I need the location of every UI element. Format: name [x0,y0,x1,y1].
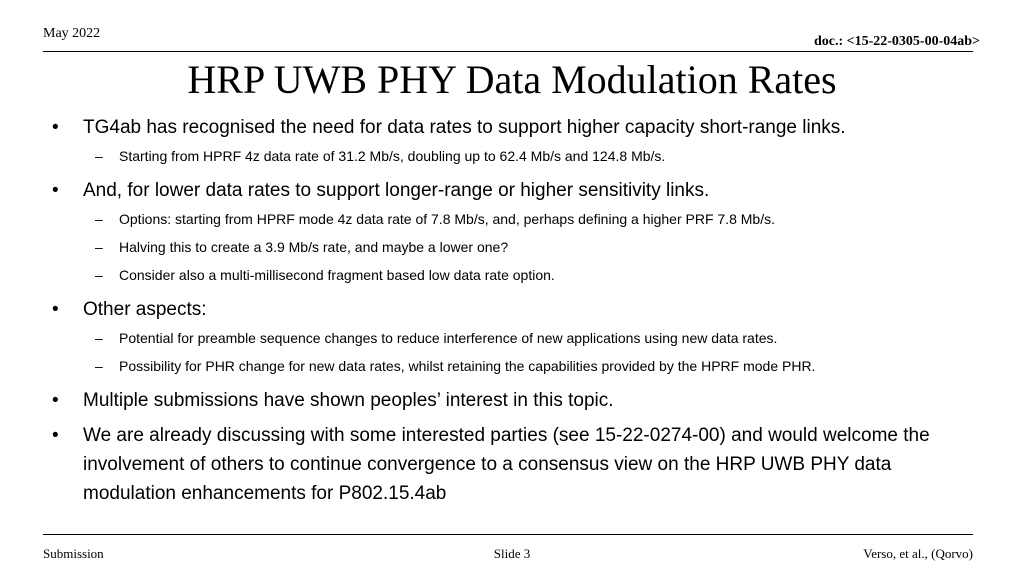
sub-bullet-text: Consider also a multi-millisecond fragment based low data rate option. [119,267,555,283]
bullet-5 [52,421,982,508]
sub-bullet-text: Potential for preamble sequence changes to reduce interference of new applications using new data rates. [119,330,778,346]
bullet-text: Multiple submissions have shown peoples’ interest in this topic. [83,390,614,411]
sub-bullet-text: Starting from HPRF 4z data rate of 31.2 Mb/s, doubling up to 62.4 Mb/s and 124.8 Mb/s. [119,148,666,164]
header-date: May 2022 [43,26,101,41]
bullet-text: TG4ab has recognised the need for data rates to support higher capacity short-range links. [83,117,846,138]
bullet-text: Other aspects: [83,299,207,320]
sub-bullet-2-3 [52,261,982,289]
sub-bullet-text: Possibility for PHR change for new data rates, whilst retaining the capabilities provided by the HPRF mode PHR. [119,358,816,374]
bullet-marker: • [52,390,59,411]
sub-bullet-text: Options: starting from HPRF mode 4z data rate of 7.8 Mb/s, and, perhaps defining a higher PRF 7.8 Mb/s. [119,211,775,227]
sub-bullet-marker: – [95,239,103,255]
header-divider [43,51,973,52]
bullet-4 [52,386,982,415]
sub-bullet-2-1 [52,205,982,233]
slide-body [52,113,982,508]
sub-bullet-text: Halving this to create a 3.9 Mb/s rate, and maybe a lower one? [119,239,509,255]
sub-bullet-3-2 [52,352,982,380]
bullet-text: We are already discussing with some interested parties (see 15-22-0274-00) and would welcome the involvement of others to continue convergence to a consensus view on the HRP UWB PHY data modulation enhancements for P802.15.4ab [83,425,930,504]
sub-bullet-marker: – [95,358,103,374]
sub-bullet-3-1 [52,324,982,352]
sub-bullet-marker: – [95,267,103,283]
bullet-3 [52,295,982,324]
sub-bullet-1-1 [52,142,982,170]
sub-bullet-marker: – [95,211,103,227]
bullet-text: And, for lower data rates to support longer-range or higher sensitivity links. [83,180,710,201]
bullet-2 [52,176,982,205]
sub-bullet-marker: – [95,330,103,346]
bullet-marker: • [52,299,59,320]
footer-submission: Submission [43,546,104,561]
bullet-1 [52,113,982,142]
bullet-marker: • [52,180,59,201]
footer-divider [43,534,973,535]
footer-slide-number: Slide 3 [493,546,531,561]
footer-authors: Verso, et al., (Qorvo) [863,546,973,561]
sub-bullet-2-2 [52,233,982,261]
slide-title: HRP UWB PHY Data Modulation Rates [187,57,837,102]
bullet-marker: • [52,425,59,446]
bullet-marker: • [52,117,59,138]
header-doc-id: doc.: <15-22-0305-00-04ab> [813,34,980,49]
sub-bullet-marker: – [95,148,103,164]
